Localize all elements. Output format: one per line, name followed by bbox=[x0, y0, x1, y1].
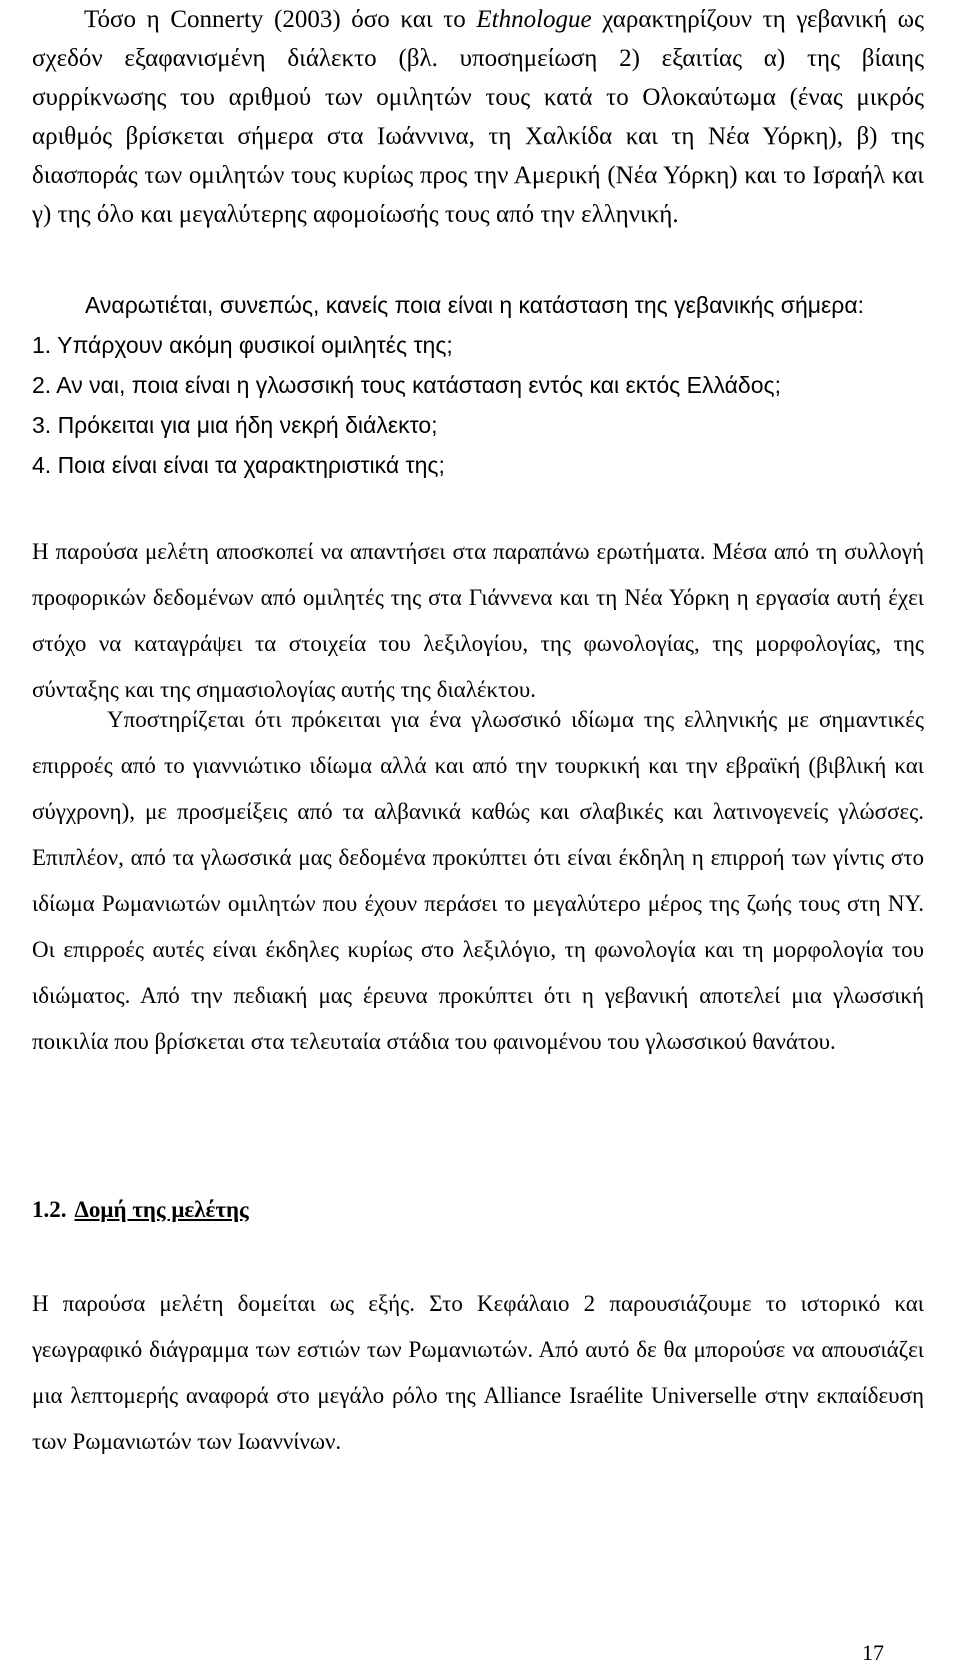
research-questions bbox=[32, 285, 924, 485]
aims-paragraph-text: Η παρούσα μελέτη αποσκοπεί να απαντήσει στα παραπάνω ερωτήματα. Μέσα από τη συλλογή προφορικών δεδομένων από ομιλητές της στα Γιάννενα και τη Νέα Υόρκη η εργασία αυτή έχει στόχο να καταγράψει τα στοιχεία του λεξιλογίου, της φωνολογίας, της μορφολογίας, της σύνταξης και της σημασιολογίας αυτής της διαλέκτου. bbox=[32, 539, 924, 702]
findings-paragraph bbox=[32, 697, 924, 1065]
intro-paragraph-rest: χαρακτηρίζουν τη γεβανική ως σχεδόν εξαφανισμένη διάλεκτο (βλ. υποσημείωση 2) εξαιτίας α) της βίαιης συρρίκνωσης του αριθμού των ομιλητών τους κατά το Ολοκαύτωμα (ένας μικρός αριθμός βρίσκεται σήμερα στα Ιωάννινα, τη Χαλκίδα και τη Νέα Υόρκη), β) της διασποράς των ομιλητών τους κυρίως προς την Αμερική (Νέα Υόρκη) και το Ισραήλ και γ) της όλο και μεγαλύτερης αφομοίωσής τους από την ελληνική. bbox=[32, 6, 924, 228]
aims-paragraph bbox=[32, 529, 924, 713]
ethnologue-title: Ethnologue bbox=[476, 6, 592, 33]
intro-paragraph bbox=[32, 0, 924, 234]
question-item: 2. Αν ναι, ποια είναι η γλωσσική τους κατάσταση εντός και εκτός Ελλάδος; bbox=[32, 372, 781, 398]
findings-paragraph-text: Υποστηρίζεται ότι πρόκειται για ένα γλωσσικό ιδίωμα της ελληνικής με σημαντικές επιρροές από το γιαννιώτικο ιδίωμα αλλά και από την τουρκική και την εβραϊκή (βιβλική και σύγχρονη), με προσμείξεις από τα αλβανικά καθώς και σλαβικές και λατινογενείς γλώσσες. Επιπλέον, από τα γλωσσικά μας δεδομένα προκύπτει ότι είναι έκδηλη η επιρροή των γίντις στο ιδίωμα Ρωμανιωτών ομιλητών που έχουν περάσει το μεγαλύτερο μέρος της ζωής τους στη ΝΥ. Οι επιρροές αυτές είναι έκδηλες κυρίως στο λεξιλόγιο, τη φωνολογία και τη μορφολογία του ιδιώματος. Από την πεδιακή μας έρευνα προκύπτει ότι η γεβανική αποτελεί μια γλωσσική ποικιλία που βρίσκεται στα τελευταία στάδια του φαινομένου του γλωσσικού θανάτου. bbox=[32, 707, 924, 1054]
question-item: 3. Πρόκειται για μια ήδη νεκρή διάλεκτο; bbox=[32, 412, 438, 438]
intro-paragraph-text bbox=[32, 0, 924, 234]
structure-paragraph-text: Η παρούσα μελέτη δομείται ως εξής. Στο Κεφάλαιο 2 παρουσιάζουμε το ιστορικό και γεωγραφικό διάγραμμα των εστιών των Ρωμανιωτών. Από αυτό δε θα μπορούσε να απουσιάζει μια λεπτομερής αναφορά στο μεγάλο ρόλο της Alliance Israélite Universelle στην εκπαίδευση των Ρωμανιωτών των Ιωαννίνων. bbox=[32, 1291, 924, 1454]
section-number: 1.2. bbox=[32, 1197, 67, 1222]
section-heading bbox=[32, 1190, 924, 1230]
section-title: Δομή της μελέτης bbox=[74, 1197, 249, 1222]
structure-paragraph bbox=[32, 1281, 924, 1465]
question-item: 4. Ποια είναι είναι τα χαρακτηριστικά της; bbox=[32, 452, 445, 478]
questions-intro: Αναρωτιέται, συνεπώς, κανείς ποια είναι η κατάσταση της γεβανικής σήμερα: bbox=[85, 292, 865, 318]
intro-paragraph-lead: Τόσο η Connerty (2003) όσο και το bbox=[84, 6, 477, 33]
question-item: 1. Υπάρχουν ακόμη φυσικοί ομιλητές της; bbox=[32, 332, 453, 358]
page-number: 17 bbox=[862, 1640, 884, 1665]
